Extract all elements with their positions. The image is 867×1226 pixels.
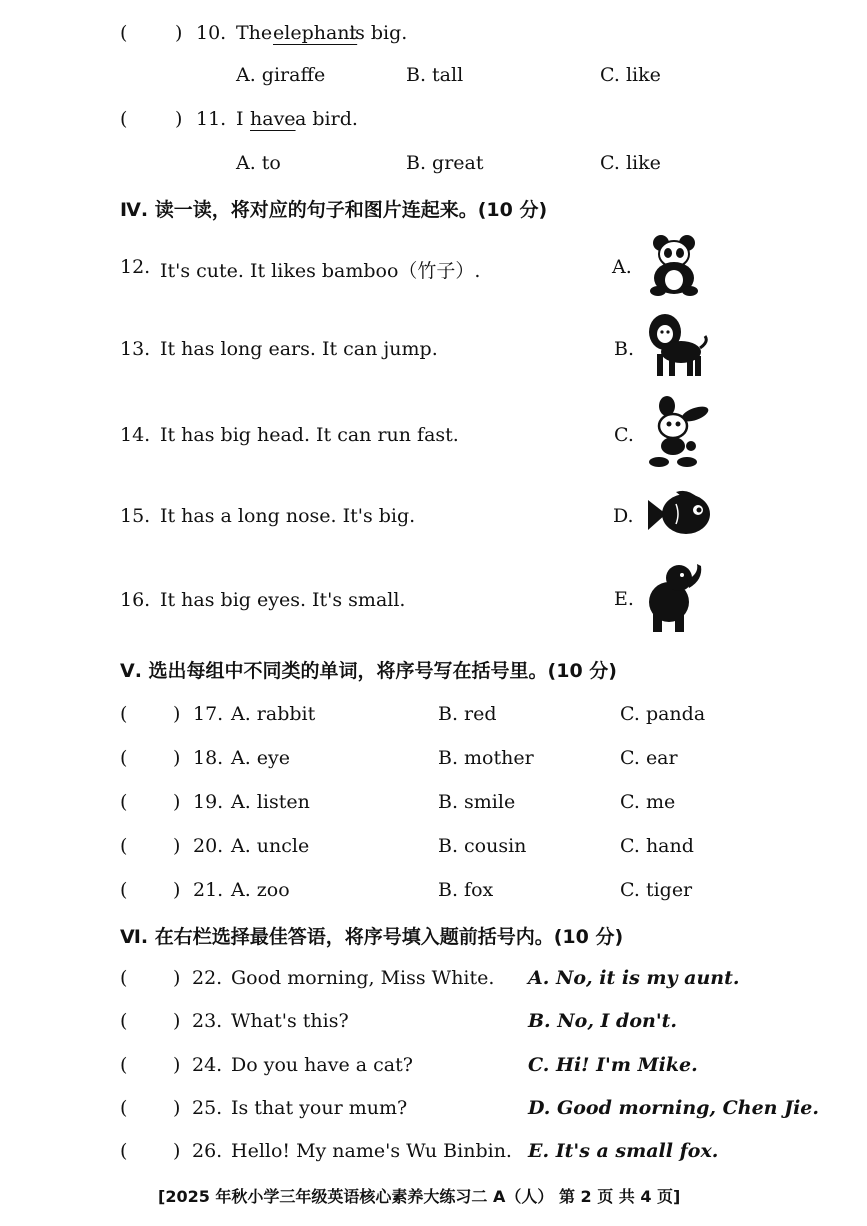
option-b: B. mother (438, 747, 534, 769)
answer-paren-close: ) (173, 1010, 181, 1032)
match-item-text: It has big eyes. It's small. (160, 589, 406, 611)
answer-paren-open: ( (120, 1054, 128, 1076)
question-text-pre: The (236, 22, 273, 44)
option-b: B. tall (406, 64, 464, 86)
option-b: B. great (406, 152, 484, 174)
option-a: A. uncle (231, 835, 310, 857)
option-c: C. like (600, 152, 661, 174)
answer-paren-close: ) (173, 1140, 181, 1162)
answer-paren-open: ( (120, 879, 128, 901)
lion-icon (645, 312, 711, 378)
picture-label: A. (612, 256, 632, 278)
option-c: C. tiger (620, 879, 693, 901)
picture-label: B. (614, 338, 635, 360)
answer-choice: B. No, I don't. (528, 1010, 678, 1032)
answer-paren-close: ) (173, 879, 181, 901)
answer-paren-close: ) (173, 703, 181, 725)
answer-paren-open: ( (120, 791, 128, 813)
question-text-post: a bird. (295, 108, 358, 130)
option-c: C. panda (620, 703, 706, 725)
question-text: Hello! My name's Wu Binbin. (231, 1140, 512, 1162)
underlined-word: have (250, 108, 296, 130)
underlined-word: elephant (273, 22, 358, 44)
option-b: B. cousin (438, 835, 527, 857)
answer-paren-open: ( (120, 1097, 128, 1119)
answer-paren-close: ) (175, 108, 183, 130)
match-item-number: 14. (120, 424, 151, 446)
answer-choice: A. No, it is my aunt. (528, 967, 740, 989)
section-4-title: Ⅳ. 读一读，将对应的句子和图片连起来。(10 分) (120, 199, 548, 221)
question-number: 17. (193, 703, 224, 725)
answer-choice: D. Good morning, Chen Jie. (528, 1097, 820, 1119)
answer-choice: C. Hi! I'm Mike. (528, 1054, 698, 1076)
question-text: Good morning, Miss White. (231, 967, 495, 989)
answer-paren-open: ( (120, 22, 128, 44)
option-a: A. zoo (231, 879, 290, 901)
question-text: What's this? (231, 1010, 349, 1032)
answer-paren-close: ) (173, 791, 181, 813)
answer-paren-close: ) (173, 747, 181, 769)
match-item-text: It's cute. It likes bamboo（竹子）. (160, 260, 481, 282)
option-c: C. hand (620, 835, 694, 857)
question-number: 19. (193, 791, 224, 813)
question-text-post: is big. (349, 22, 408, 44)
rabbit-icon (645, 396, 709, 468)
match-item-text: It has long ears. It can jump. (160, 338, 438, 360)
question-number: 10. (196, 22, 227, 44)
question-number: 22. (192, 967, 223, 989)
question-text: Do you have a cat? (231, 1054, 413, 1076)
option-b: B. red (438, 703, 497, 725)
match-item-number: 12. (120, 256, 151, 278)
option-a: A. to (236, 152, 281, 174)
picture-label: E. (614, 588, 634, 610)
answer-choice: E. It's a small fox. (528, 1140, 719, 1162)
option-a: A. listen (231, 791, 310, 813)
elephant-icon (645, 562, 703, 632)
answer-paren-open: ( (120, 108, 128, 130)
picture-label: D. (613, 505, 634, 527)
match-item-number: 15. (120, 505, 151, 527)
option-b: B. smile (438, 791, 516, 813)
option-a: A. eye (231, 747, 291, 769)
answer-paren-close: ) (175, 22, 183, 44)
answer-paren-open: ( (120, 747, 128, 769)
page-footer: [2025 年秋小学三年级英语核心素养大练习二 A（人） 第 2 页 共 4 页] (158, 1187, 681, 1206)
answer-paren-close: ) (173, 967, 181, 989)
option-c: C. ear (620, 747, 678, 769)
question-text-pre: I (236, 108, 244, 130)
section-5-title: Ⅴ. 选出每组中不同类的单词，将序号写在括号里。(10 分) (120, 660, 617, 682)
match-item-text: It has a long nose. It's big. (160, 505, 416, 527)
answer-paren-open: ( (120, 835, 128, 857)
question-number: 21. (193, 879, 224, 901)
question-text: Is that your mum? (231, 1097, 408, 1119)
picture-label: C. (614, 424, 634, 446)
answer-paren-open: ( (120, 1010, 128, 1032)
option-b: B. fox (438, 879, 494, 901)
answer-paren-close: ) (173, 835, 181, 857)
fish-icon (646, 490, 712, 538)
match-item-text: It has big head. It can run fast. (160, 424, 459, 446)
option-a: A. rabbit (231, 703, 316, 725)
option-c: C. me (620, 791, 676, 813)
answer-paren-open: ( (120, 967, 128, 989)
section-6-title: Ⅵ. 在右栏选择最佳答语，将序号填入题前括号内。(10 分) (120, 926, 624, 948)
answer-paren-close: ) (173, 1054, 181, 1076)
question-number: 20. (193, 835, 224, 857)
question-number: 26. (192, 1140, 223, 1162)
option-c: C. like (600, 64, 661, 86)
question-number: 18. (193, 747, 224, 769)
match-item-number: 16. (120, 589, 151, 611)
answer-paren-open: ( (120, 703, 128, 725)
answer-paren-close: ) (173, 1097, 181, 1119)
answer-paren-open: ( (120, 1140, 128, 1162)
question-number: 23. (192, 1010, 223, 1032)
question-number: 24. (192, 1054, 223, 1076)
question-number: 25. (192, 1097, 223, 1119)
option-a: A. giraffe (236, 64, 326, 86)
match-item-number: 13. (120, 338, 151, 360)
question-number: 11. (196, 108, 227, 130)
panda-icon (646, 234, 702, 296)
